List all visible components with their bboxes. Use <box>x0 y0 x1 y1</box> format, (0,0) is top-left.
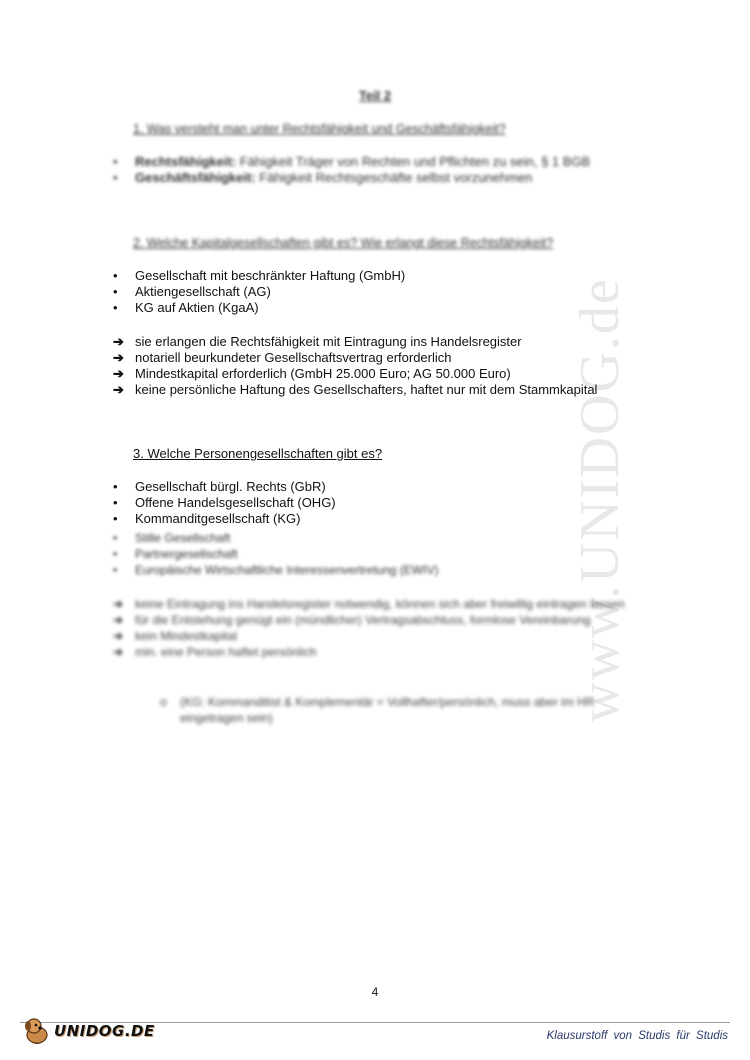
list-item: • Stille Gesellschaft <box>113 530 438 546</box>
arrow-icon: ➔ <box>113 597 124 611</box>
arrow-item: ➔ Mindestkapital erforderlich (GmbH 25.000 Euro; AG 50.000 Euro) <box>113 366 511 381</box>
arrow-icon: ➔ <box>113 613 124 627</box>
question-3-heading: 3. Welche Personengesellschaften gibt es? <box>133 446 383 461</box>
arrow-item: ➔ sie erlangen die Rechtsfähigkeit mit Eintragung ins Handelsregister <box>113 334 522 349</box>
list-item: • Offene Handelsgesellschaft (OHG) <box>113 495 336 511</box>
arrow-icon: ➔ <box>113 350 124 365</box>
dog-icon <box>22 1016 52 1046</box>
list-item: • KG auf Aktien (KgaA) <box>113 300 405 316</box>
list-item: • Aktiengesellschaft (AG) <box>113 284 405 300</box>
question-1-heading: 1. Was versteht man unter Rechtsfähigkeit und Geschäftsfähigkeit? <box>133 122 506 136</box>
page-number: 4 <box>371 985 379 999</box>
arrow-item: ➔ min. eine Person haftet persönlich <box>113 645 317 659</box>
list-item: • Rechtsfähigkeit: Fähigkeit Träger von Rechten und Pflichten zu sein, § 1 BGB <box>113 154 590 170</box>
capital-companies-arrows <box>113 334 597 398</box>
arrow-icon: ➔ <box>113 382 124 397</box>
arrow-item: ➔ kein Mindestkapital <box>113 629 238 643</box>
arrow-icon: ➔ <box>113 366 124 381</box>
arrow-item: ➔ notariell beurkundeter Gesellschaftsvertrag erforderlich <box>113 350 452 365</box>
arrow-icon: ➔ <box>113 334 124 349</box>
list-item: • Kommanditgesellschaft (KG) <box>113 511 336 527</box>
arrow-item: ➔ keine Eintragung ins Handelsregister notwendig, können sich aber freiwillig eintragen lassen <box>113 597 625 611</box>
arrow-item: ➔ für die Entstehung genügt ein (mündlicher) Vertragsabschluss, formlose Vereinbarung <box>113 613 591 627</box>
arrow-icon: ➔ <box>113 645 124 659</box>
unidog-logo <box>22 1016 155 1046</box>
arrow-item: ➔ keine persönliche Haftung des Gesellschafters, haftet nur mit dem Stammkapital <box>113 382 598 397</box>
partnership-arrows <box>113 596 673 660</box>
sub-item: o (KG: Kommanditist & Komplementär = Vollhafter/persönlich, muss aber im HR eingetragen sein) <box>160 695 595 725</box>
list-item: • Partnergesellschaft <box>113 546 438 562</box>
question-2-heading: 2. Welche Kapitalgesellschaften gibt es? Wie erlangt diese Rechtsfähigkeit? <box>133 236 554 250</box>
capital-companies-list <box>113 268 405 316</box>
footer-tagline: Klausurstoff von Studis für Studis <box>546 1030 728 1042</box>
partnership-list <box>113 479 336 527</box>
partnership-list-blurred <box>113 530 438 578</box>
logo-text: UNIDOG.DE <box>54 1022 155 1040</box>
list-item: • Geschäftsfähigkeit: Fähigkeit Rechtsgeschäfte selbst vorzunehmen <box>113 170 590 186</box>
list-item: • Gesellschaft mit beschränkter Haftung (GmbH) <box>113 268 405 284</box>
watermark: www.UNIDOG.de <box>569 277 631 723</box>
arrow-icon: ➔ <box>113 629 124 643</box>
page-title: Teil 2 <box>358 88 392 103</box>
list-item: • Gesellschaft bürgl. Rechts (GbR) <box>113 479 336 495</box>
question-1-list <box>113 154 590 186</box>
list-item: • Europäische Wirtschaftliche Interessenvertretung (EWIV) <box>113 562 438 578</box>
circle-bullet-icon: o <box>160 695 167 709</box>
